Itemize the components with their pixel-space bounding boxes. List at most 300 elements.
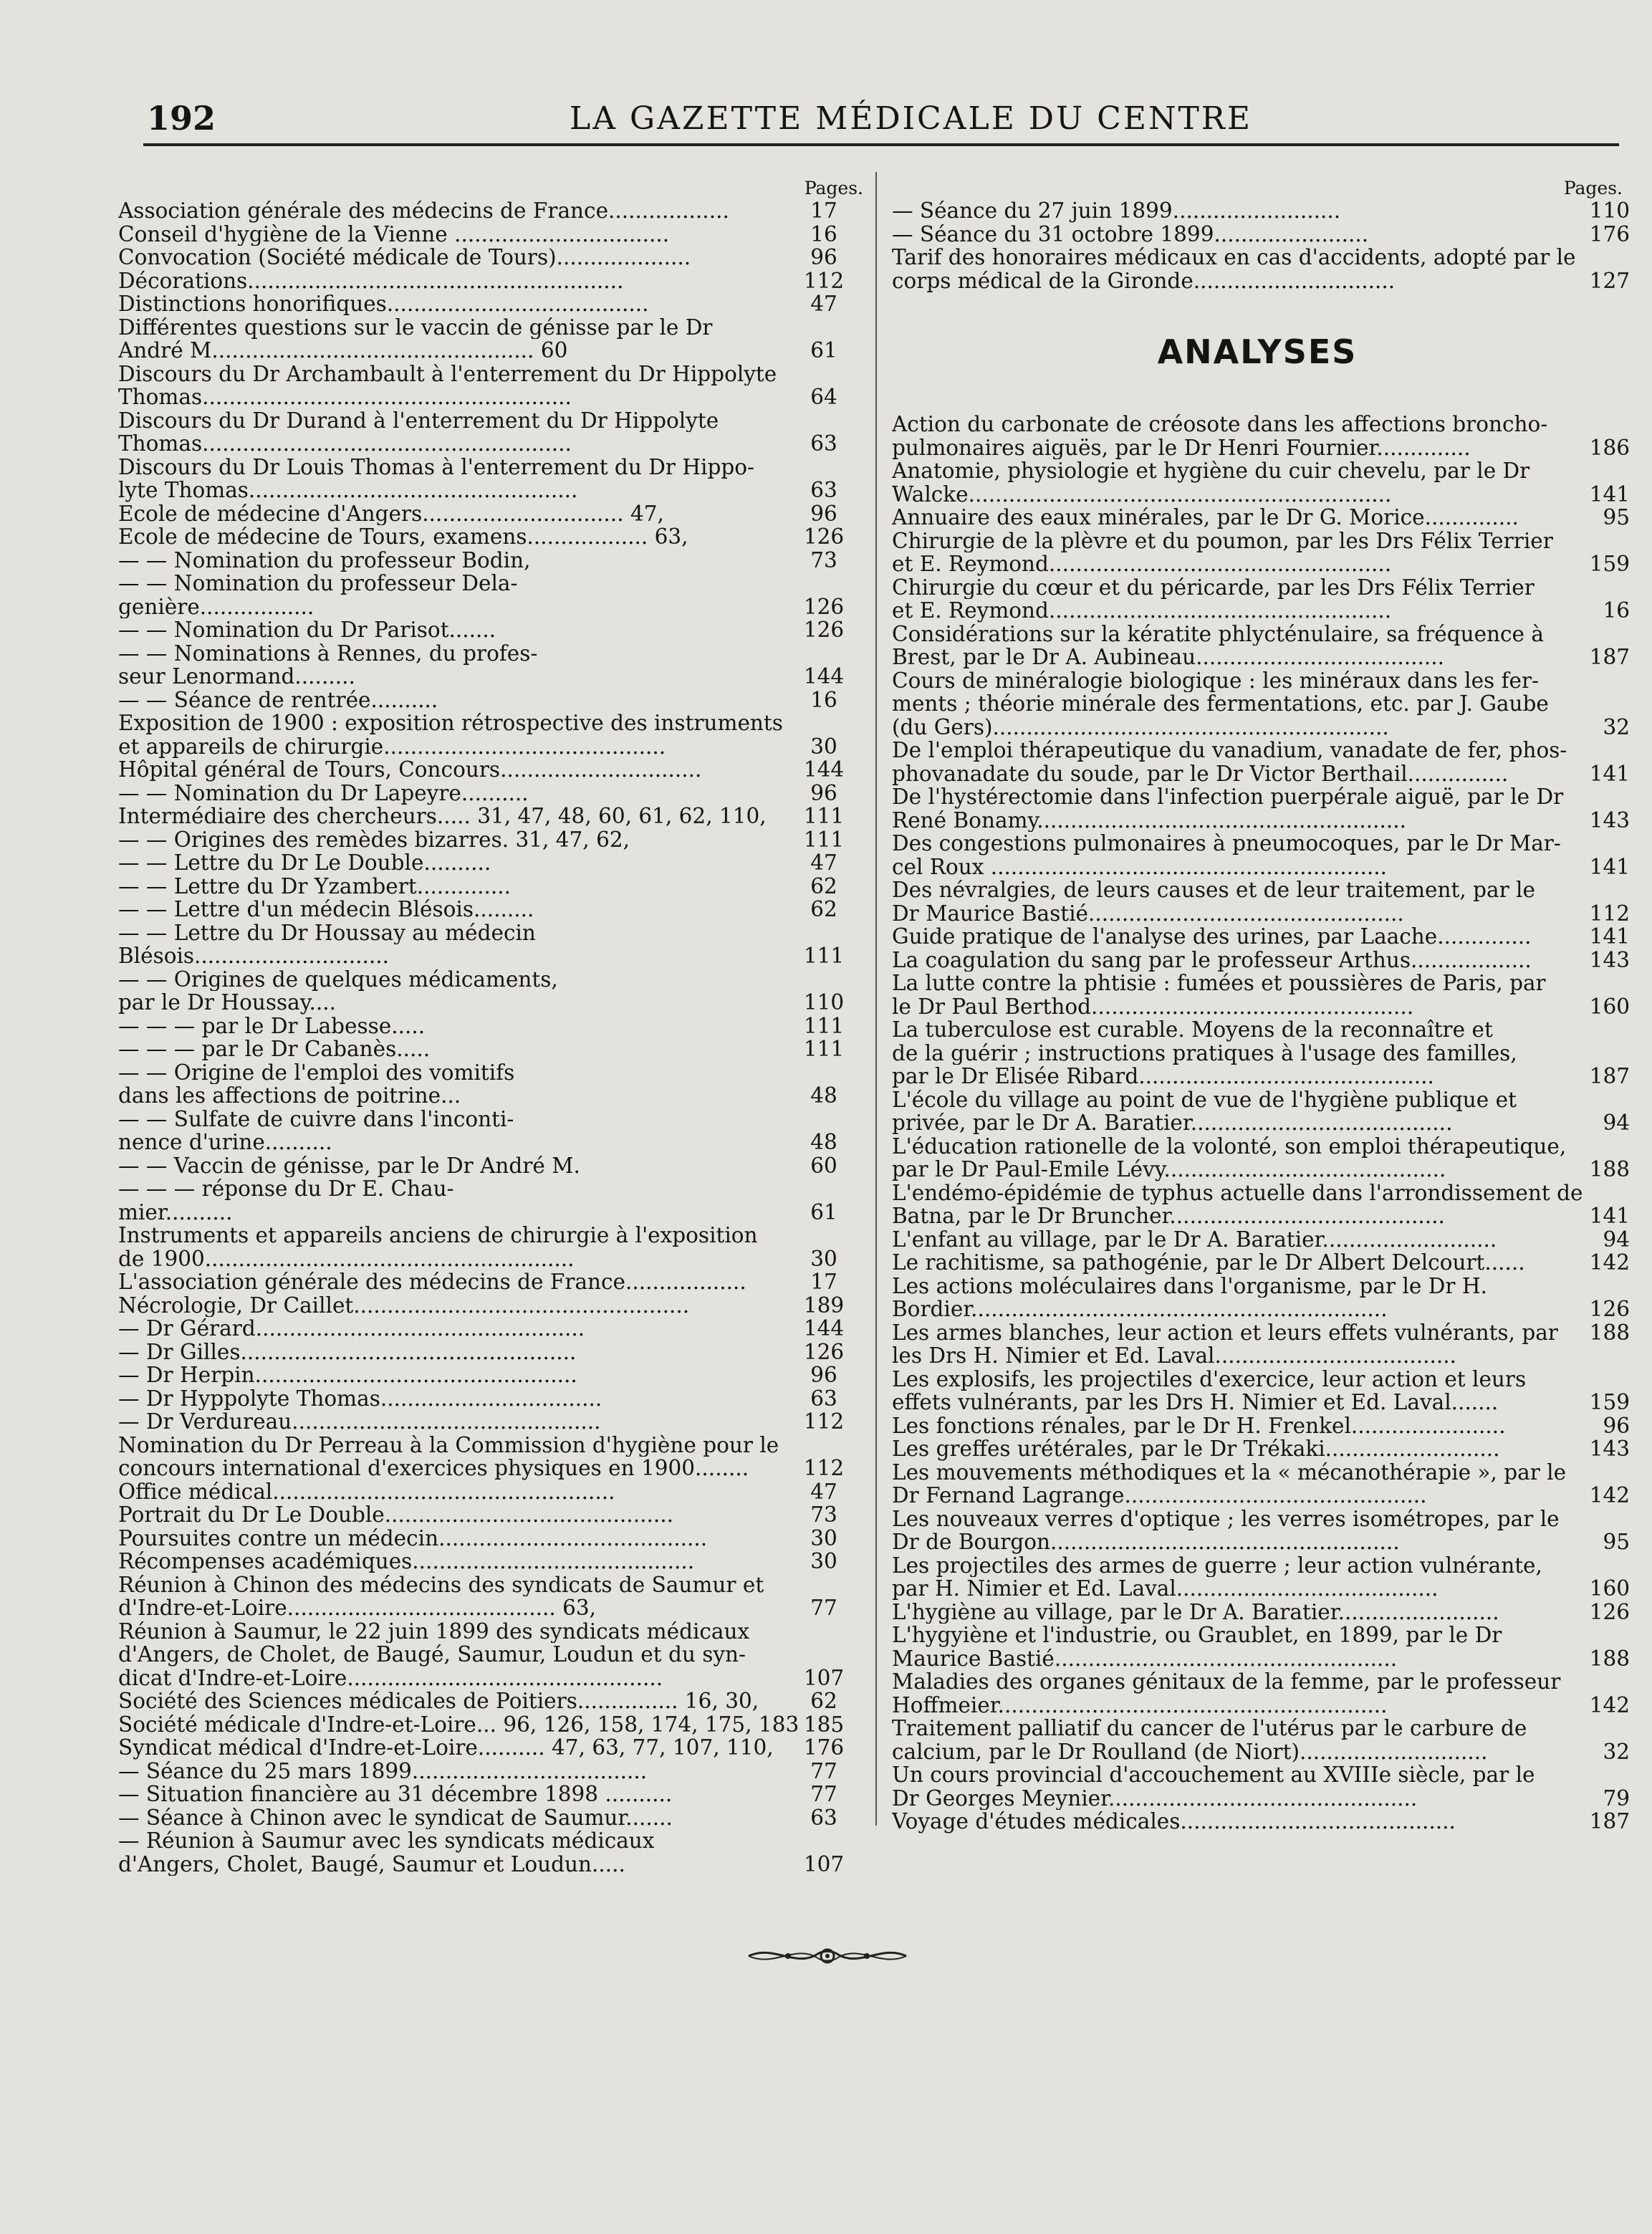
index-entry	[118, 269, 863, 293]
index-entry	[892, 576, 1623, 600]
entry-text: Blésois.............................	[118, 944, 389, 968]
entry-page: 94	[1603, 1111, 1630, 1135]
index-entry	[118, 1247, 863, 1271]
index-entry	[118, 1294, 863, 1318]
index-entry	[118, 339, 863, 363]
index-entry	[892, 435, 1630, 460]
entry-text: dans les affections de poitrine...	[118, 1084, 461, 1108]
entry-text: Des névralgies, de leurs causes et de leur traitement, par le	[892, 878, 1535, 902]
index-entry	[118, 1550, 863, 1573]
entry-page: 63	[810, 1805, 837, 1830]
index-entry	[892, 1157, 1630, 1181]
index-entry	[892, 645, 1630, 669]
entry-page: 160	[1589, 994, 1630, 1019]
entry-text: L'enfant au village, par le Dr A. Baratier..........................	[892, 1227, 1497, 1251]
entry-text: phovanadate du soude, par le Dr Victor Berthail...............	[892, 762, 1509, 785]
entry-page: 16	[810, 221, 837, 246]
entry-text: — — — réponse du Dr E. Chau-	[118, 1177, 454, 1201]
index-entry	[892, 1437, 1630, 1461]
entry-text: Discours du Dr Archambault à l'enterrement du Dr Hippolyte	[118, 362, 777, 385]
entry-text: L'éducation rationelle de la volonté, son emploi thérapeutique,	[892, 1134, 1567, 1158]
index-entry	[892, 1483, 1630, 1507]
entry-text: Instruments et appareils anciens de chirurgie à l'exposition	[118, 1224, 758, 1247]
index-entry	[892, 807, 1630, 833]
index-entry	[892, 1599, 1630, 1624]
entry-page: 16	[1603, 598, 1630, 623]
entry-text: Société médicale d'Indre-et-Loire... 96, 126, 158, 174, 175, 183	[118, 1712, 799, 1736]
index-entry	[118, 1201, 863, 1224]
index-entry	[118, 549, 863, 572]
entry-text: Hôpital général de Tours, Concours..............................	[118, 758, 702, 782]
index-entry	[892, 529, 1623, 553]
entry-text: Portrait du Dr Le Double...........................................	[118, 1503, 673, 1527]
entry-text: le Dr Paul Berthod................................................	[892, 994, 1414, 1018]
entry-page: 187	[1589, 1809, 1630, 1833]
entry-page: 143	[1589, 947, 1630, 972]
entry-text: Association générale des médecins de France..................	[118, 199, 729, 223]
entry-text: La lutte contre la phtisie : fumées et poussières de Paris, par	[892, 972, 1546, 995]
entry-text: René Bonamy.......................................................	[892, 808, 1406, 832]
index-entry	[892, 459, 1623, 483]
entry-text: — — Nomination du Dr Parisot.......	[118, 618, 496, 642]
entry-text: Les armes blanches, leur action et leurs effets vulnérants, par	[892, 1320, 1558, 1344]
entry-page: 188	[1589, 1646, 1630, 1671]
index-entry	[892, 221, 1630, 246]
index-entry	[892, 1739, 1630, 1764]
entry-text: Walcke...............................................................	[892, 482, 1392, 506]
index-entry	[892, 1135, 1623, 1159]
entry-page: 107	[803, 1665, 845, 1690]
entry-text: Les mouvements méthodiques et la « mécanothérapie », par le	[892, 1460, 1567, 1484]
entry-text: Anatomie, physiologie et hygiène du cuir chevelu, par le Dr	[892, 459, 1530, 483]
entry-text: — — Lettre d'un médecin Blésois.........	[118, 898, 534, 921]
entry-text: de 1900.......................................................	[118, 1247, 575, 1270]
entry-page: 79	[1603, 1785, 1630, 1811]
entry-page: 126	[803, 594, 845, 619]
index-entry	[118, 1689, 863, 1713]
entry-page: 141	[1589, 761, 1630, 786]
index-entry	[118, 1573, 863, 1597]
entry-text: Un cours provincial d'accouchement au XVIIIe siècle, par le	[892, 1763, 1535, 1787]
index-entry	[118, 665, 863, 689]
entry-page: 77	[810, 1782, 837, 1806]
index-entry	[118, 1387, 863, 1411]
index-entry	[118, 991, 863, 1015]
entry-text: — — Lettre du Dr Houssay au médecin	[118, 921, 536, 944]
entry-page: 47	[810, 292, 837, 316]
entry-page: 111	[803, 944, 845, 968]
index-entry	[118, 898, 863, 921]
index-entry	[892, 413, 1623, 436]
entry-text: Syndicat médical d'Indre-et-Loire.......... 47, 63, 77, 107, 110,	[118, 1736, 774, 1760]
entry-text: Distinctions honorifiques.......................................	[118, 292, 649, 316]
entry-page: 63	[810, 431, 837, 456]
entry-page: 144	[803, 1316, 845, 1341]
entry-page: 77	[810, 1758, 837, 1783]
entry-text: — — Origine de l'emploi des vomitifs	[118, 1060, 515, 1084]
entry-text: Maladies des organes génitaux de la femme, par le professeur	[892, 1670, 1561, 1694]
entry-text: (du Gers)...........................................................	[892, 715, 1389, 739]
entry-text: Différentes questions sur le vaccin de génisse par le Dr	[118, 315, 713, 339]
entry-text: — — Origines des remèdes bizarres. 31, 47, 62,	[118, 828, 630, 851]
index-entry	[118, 921, 863, 945]
entry-text: d'Angers, Cholet, Baugé, Saumur et Loudun.....	[118, 1852, 625, 1876]
analyses-index-list	[892, 413, 1630, 1833]
entry-page: 96	[810, 1363, 837, 1387]
entry-text: L'hygiène au village, par le Dr A. Baratier........................	[892, 1600, 1499, 1624]
index-entry	[892, 1624, 1623, 1647]
entry-text: genière.................	[118, 595, 314, 618]
entry-text: Ecole de médecine d'Angers.............................. 47,	[118, 502, 664, 525]
index-entry	[892, 598, 1630, 623]
index-entry	[118, 1108, 863, 1131]
index-entry	[118, 223, 863, 246]
entry-page: 95	[1603, 1530, 1630, 1554]
entry-page: 30	[810, 1525, 837, 1550]
entry-page: 30	[810, 1549, 837, 1573]
entry-text: — — — par le Dr Labesse.....	[118, 1014, 426, 1037]
entry-page: 127	[1589, 268, 1630, 293]
entry-text: Les greffes urétérales, par le Dr Trékaki..........................	[892, 1437, 1500, 1461]
index-entry	[118, 618, 863, 642]
entry-page: 16	[810, 687, 837, 712]
index-entry	[118, 456, 863, 479]
index-entry	[892, 1461, 1623, 1485]
left-column	[118, 178, 863, 1876]
index-entry	[118, 1224, 863, 1247]
entry-text: Chirurgie du cœur et du péricarde, par les Drs Félix Terrier	[892, 575, 1535, 599]
entry-text: — Dr Gérard.................................................	[118, 1317, 585, 1341]
entry-text: mier..........	[118, 1200, 233, 1224]
entry-text: Réunion à Chinon des médecins des syndicats de Saumur et	[118, 1573, 764, 1596]
index-entry	[892, 1646, 1630, 1671]
index-entry	[892, 1018, 1623, 1042]
index-entry	[892, 1576, 1630, 1601]
entry-text: par le Dr Paul-Emile Lévy..........................................	[892, 1158, 1446, 1181]
entry-text: Action du carbonate de créosote dans les affections broncho-	[892, 413, 1548, 436]
index-entry	[118, 1806, 863, 1830]
entry-page: 17	[810, 1270, 837, 1294]
entry-page: 141	[1589, 481, 1630, 507]
entry-text: Considérations sur la kératite phlycténulaire, sa fréquence à	[892, 622, 1544, 646]
index-entry	[118, 828, 863, 852]
entry-text: Dr Fernand Lagrange.............................................	[892, 1484, 1427, 1507]
entry-page: 62	[810, 897, 837, 921]
page-header	[147, 99, 1623, 142]
entry-text: — — Lettre du Dr Le Double..........	[118, 851, 491, 875]
index-entry	[892, 994, 1630, 1019]
entry-text: Tarif des honoraires médicaux en cas d'accidents, adopté par le	[892, 246, 1576, 269]
entry-text: lyte Thomas.................................................	[118, 479, 578, 502]
index-entry	[118, 1363, 863, 1387]
entry-text: Les actions moléculaires dans l'organisme, par le Dr H.	[892, 1274, 1487, 1298]
entry-text: L'école du village au point de vue de l'hygiène publique et	[892, 1088, 1517, 1111]
right-column-head	[892, 178, 1623, 199]
entry-text: — Séance à Chinon avec le syndicat de Saumur.......	[118, 1806, 673, 1829]
entry-text: — — Lettre du Dr Yzambert..............	[118, 874, 511, 898]
entry-page: 111	[803, 1013, 845, 1038]
index-entry	[892, 1088, 1623, 1112]
entry-text: concours international d'exercices physiques en 1900........	[118, 1457, 749, 1480]
header-rule	[143, 143, 1619, 146]
index-entry	[892, 1507, 1623, 1531]
entry-text: Convocation (Société médicale de Tours)....................	[118, 246, 691, 269]
entry-page: 30	[810, 1246, 837, 1271]
index-entry	[118, 316, 863, 340]
index-entry	[892, 1344, 1623, 1368]
index-entry	[118, 1341, 863, 1364]
index-entry	[118, 502, 863, 526]
entry-text: — Séance du 27 juin 1899.........................	[892, 199, 1341, 223]
entry-text: Voyage d'études médicales.........................................	[892, 1810, 1456, 1833]
entry-page: 189	[803, 1293, 845, 1318]
entry-page: 96	[1603, 1413, 1630, 1438]
index-entry	[118, 735, 863, 759]
entry-text: Hoffmeier..........................................................	[892, 1693, 1388, 1717]
entry-text: Annuaire des eaux minérales, par le Dr G. Morice..............	[892, 506, 1519, 529]
journal-title: LA GAZETTE MÉDICALE DU CENTRE	[570, 100, 1253, 137]
entry-text: Poursuites contre un médecin........................................	[118, 1526, 708, 1550]
index-entry	[118, 875, 863, 898]
entry-text: Nomination du Dr Perreau à la Commission d'hygiène pour le	[118, 1433, 779, 1457]
entry-page: 188	[1589, 1320, 1630, 1345]
index-entry	[892, 1227, 1630, 1252]
index-entry	[118, 1527, 863, 1550]
index-entry	[118, 479, 863, 502]
left-column-head	[118, 178, 863, 199]
entry-page: 73	[810, 547, 837, 572]
entry-page: 141	[1589, 854, 1630, 879]
entry-page: 112	[803, 1456, 845, 1480]
entry-text: privée, par le Dr A. Baratier.......................................	[892, 1111, 1453, 1135]
entry-text: — — Vaccin de génisse, par le Dr André M.	[118, 1154, 580, 1177]
index-entry	[118, 1154, 863, 1178]
entry-page: 73	[810, 1502, 837, 1527]
entry-text: L'hygyiène et l'industrie, ou Graublet, en 1899, par le Dr	[892, 1624, 1502, 1647]
entry-page: 47	[810, 1479, 837, 1504]
index-entry	[892, 198, 1630, 223]
index-entry	[118, 1061, 863, 1085]
entry-text: Discours du Dr Louis Thomas à l'enterrement du Dr Hippo-	[118, 455, 754, 479]
entry-text: Thomas.......................................................	[118, 385, 572, 409]
entry-text: effets vulnérants, par les Drs H. Nimier et Ed. Laval.......	[892, 1391, 1499, 1414]
entry-page: 144	[803, 664, 845, 689]
entry-text: cel Roux ...........................................................	[892, 855, 1388, 878]
fleuron-ornament	[745, 1942, 910, 1973]
entry-text: calcium, par le Dr Roulland (de Niort)............................	[892, 1740, 1488, 1763]
entry-text: Les nouveaux verres d'optique ; les verres isométropes, par le	[892, 1507, 1560, 1530]
entry-page: 62	[810, 1689, 837, 1713]
index-entry	[892, 1064, 1630, 1088]
index-entry	[118, 805, 863, 828]
index-entry	[118, 1131, 863, 1154]
entry-text: Le rachitisme, sa pathogénie, par le Dr Albert Delcourt......	[892, 1251, 1525, 1275]
index-entry	[892, 1530, 1630, 1554]
entry-text: Exposition de 1900 : exposition rétrospective des instruments	[118, 711, 783, 735]
entry-page: 142	[1589, 1483, 1630, 1507]
entry-text: — Réunion à Saumur avec les syndicats médicaux	[118, 1829, 655, 1853]
index-entry	[892, 878, 1623, 902]
index-entry	[118, 1713, 863, 1737]
entry-text: — — Nomination du professeur Bodin,	[118, 548, 531, 572]
index-entry	[118, 944, 863, 968]
index-entry	[892, 1368, 1623, 1391]
entry-page: 110	[1589, 198, 1630, 223]
index-entry	[118, 385, 863, 409]
index-entry	[118, 711, 863, 735]
index-entry	[892, 623, 1623, 646]
index-entry	[892, 1320, 1630, 1345]
right-top-index-list	[892, 198, 1630, 293]
entry-page: 48	[810, 1083, 837, 1108]
entry-page: 30	[810, 734, 837, 759]
entry-page: 126	[803, 618, 845, 642]
index-entry	[892, 481, 1630, 507]
entry-text: par le Dr Houssay....	[118, 991, 336, 1015]
index-entry	[118, 432, 863, 456]
entry-page: 144	[803, 757, 845, 782]
entry-text: et E. Reymond...................................................	[892, 599, 1392, 623]
entry-text: — Séance du 25 mars 1899...................................	[118, 1759, 648, 1783]
index-entry	[118, 782, 863, 805]
index-entry	[892, 832, 1623, 855]
section-title-analyses: ANALYSES	[1157, 332, 1358, 371]
entry-text: par le Dr Elisée Ribard............................................	[892, 1065, 1434, 1088]
entry-page: 32	[1603, 1739, 1630, 1764]
index-entry	[118, 199, 863, 223]
index-entry	[118, 1643, 863, 1667]
entry-text: — — — par le Dr Cabanès.....	[118, 1037, 431, 1061]
entry-page: 62	[810, 873, 837, 898]
entry-text: Office médical...................................................	[118, 1480, 615, 1503]
entry-page: 142	[1589, 1250, 1630, 1275]
entry-page: 64	[810, 385, 837, 409]
entry-page: 47	[810, 850, 837, 875]
pages-heading: Pages.	[804, 178, 863, 198]
index-entry	[892, 1670, 1623, 1694]
entry-text: Discours du Dr Durand à l'enterrement du Dr Hippolyte	[118, 408, 719, 432]
index-entry	[892, 972, 1623, 995]
entry-text: — — Nomination du professeur Dela-	[118, 572, 518, 595]
index-entry	[118, 409, 863, 433]
entry-page: 111	[803, 1037, 845, 1061]
entry-page: 159	[1589, 552, 1630, 576]
index-entry	[892, 1717, 1623, 1740]
entry-text: Batna, par le Dr Bruncher.........................................	[892, 1204, 1445, 1228]
entry-text: Chirurgie de la plèvre et du poumon, par les Drs Félix Terrier	[892, 529, 1553, 552]
index-entry	[892, 1204, 1630, 1228]
entry-text: Dr Maurice Bastié...............................................	[892, 901, 1404, 925]
index-entry	[892, 1390, 1630, 1414]
entry-page: 61	[810, 338, 837, 363]
entry-page: 32	[1603, 714, 1630, 739]
entry-page: 185	[803, 1712, 845, 1737]
entry-text: Dr Georges Meynier..............................................	[892, 1786, 1418, 1810]
index-entry	[118, 1783, 863, 1806]
index-entry	[892, 761, 1630, 786]
index-entry	[118, 1736, 863, 1760]
index-entry	[118, 1503, 863, 1527]
entry-page: 159	[1589, 1390, 1630, 1414]
entry-text: dicat d'Indre-et-Loire...............................................	[118, 1666, 663, 1689]
entry-text: ments ; théorie minérale des fermentations, etc. par J. Gaube	[892, 692, 1549, 716]
entry-page: 63	[810, 478, 837, 502]
index-entry	[892, 1763, 1623, 1787]
index-entry	[892, 1042, 1623, 1065]
index-entry	[892, 1413, 1630, 1438]
index-entry	[118, 525, 863, 549]
index-entry	[118, 1317, 863, 1341]
entry-page: 186	[1589, 435, 1630, 460]
entry-text: Les explosifs, les projectiles d'exercice, leur action et leurs	[892, 1367, 1527, 1391]
entry-text: — Dr Verdureau..............................................	[118, 1410, 601, 1434]
entry-text: — Dr Hyppolyte Thomas.................................	[118, 1386, 602, 1410]
index-entry	[118, 363, 863, 386]
index-entry	[892, 1554, 1623, 1578]
column-divider	[875, 172, 877, 1826]
entry-text: de la guérir ; instructions pratiques à l'usage des familles,	[892, 1041, 1517, 1065]
entry-text: La coagulation du sang par le professeur Arthus..................	[892, 948, 1532, 972]
entry-page: 126	[1589, 1599, 1630, 1624]
index-entry	[892, 692, 1623, 716]
entry-page: 107	[803, 1851, 845, 1876]
pages-heading: Pages.	[1563, 178, 1623, 198]
entry-text: — — Nomination du Dr Lapeyre..........	[118, 781, 529, 805]
index-entry	[892, 1809, 1630, 1833]
left-index-list	[118, 199, 863, 1876]
entry-text: et appareils de chirurgie..........................................	[118, 734, 666, 758]
entry-page: 60	[810, 1153, 837, 1178]
entry-text: Décorations........................................................	[118, 269, 624, 292]
entry-text: Intermédiaire des chercheurs..... 31, 47, 48, 60, 61, 62, 110,	[118, 805, 767, 828]
entry-text: — Séance du 31 octobre 1899.......................	[892, 222, 1369, 246]
entry-text: d'Angers, de Cholet, de Baugé, Saumur, Loudun et du syn-	[118, 1643, 746, 1667]
entry-page: 143	[1589, 1437, 1630, 1461]
page-number: 192	[147, 99, 216, 138]
entry-text: — — Nominations à Rennes, du profes-	[118, 641, 538, 665]
entry-page: 126	[803, 524, 845, 549]
entry-page: 141	[1589, 1204, 1630, 1228]
entry-text: — Dr Gilles..................................................	[118, 1340, 577, 1363]
entry-page: 111	[803, 827, 845, 852]
entry-page: 77	[810, 1596, 837, 1620]
entry-text: L'association générale des médecins de France..................	[118, 1270, 746, 1294]
index-entry	[118, 1853, 863, 1876]
entry-text: Brest, par le Dr A. Aubineau.....................................	[892, 646, 1445, 669]
index-entry	[118, 851, 863, 875]
entry-text: Bordier..............................................................	[892, 1298, 1388, 1321]
entry-page: 96	[810, 501, 837, 526]
entry-page: 110	[803, 990, 845, 1015]
index-entry	[892, 552, 1630, 576]
index-entry	[118, 1410, 863, 1434]
entry-page: 126	[1589, 1297, 1630, 1321]
index-entry	[118, 1480, 863, 1504]
entry-text: De l'hystérectomie dans l'infection puerpérale aiguë, par le Dr	[892, 785, 1564, 809]
index-entry	[892, 901, 1630, 926]
index-entry	[118, 1177, 863, 1201]
entry-page: 143	[1589, 807, 1630, 833]
index-entry	[892, 1692, 1630, 1717]
index-entry	[118, 1667, 863, 1690]
entry-text: Dr de Bourgon....................................................	[892, 1530, 1400, 1554]
entry-text: Traitement palliatif du cancer de l'utérus par le carbure de	[892, 1717, 1527, 1740]
entry-page: 187	[1589, 1064, 1630, 1088]
index-entry	[118, 1760, 863, 1783]
index-entry	[118, 758, 863, 782]
entry-text: André M................................................ 60	[118, 339, 568, 363]
entry-text: — Situation financière au 31 décembre 1898 ..........	[118, 1783, 673, 1806]
